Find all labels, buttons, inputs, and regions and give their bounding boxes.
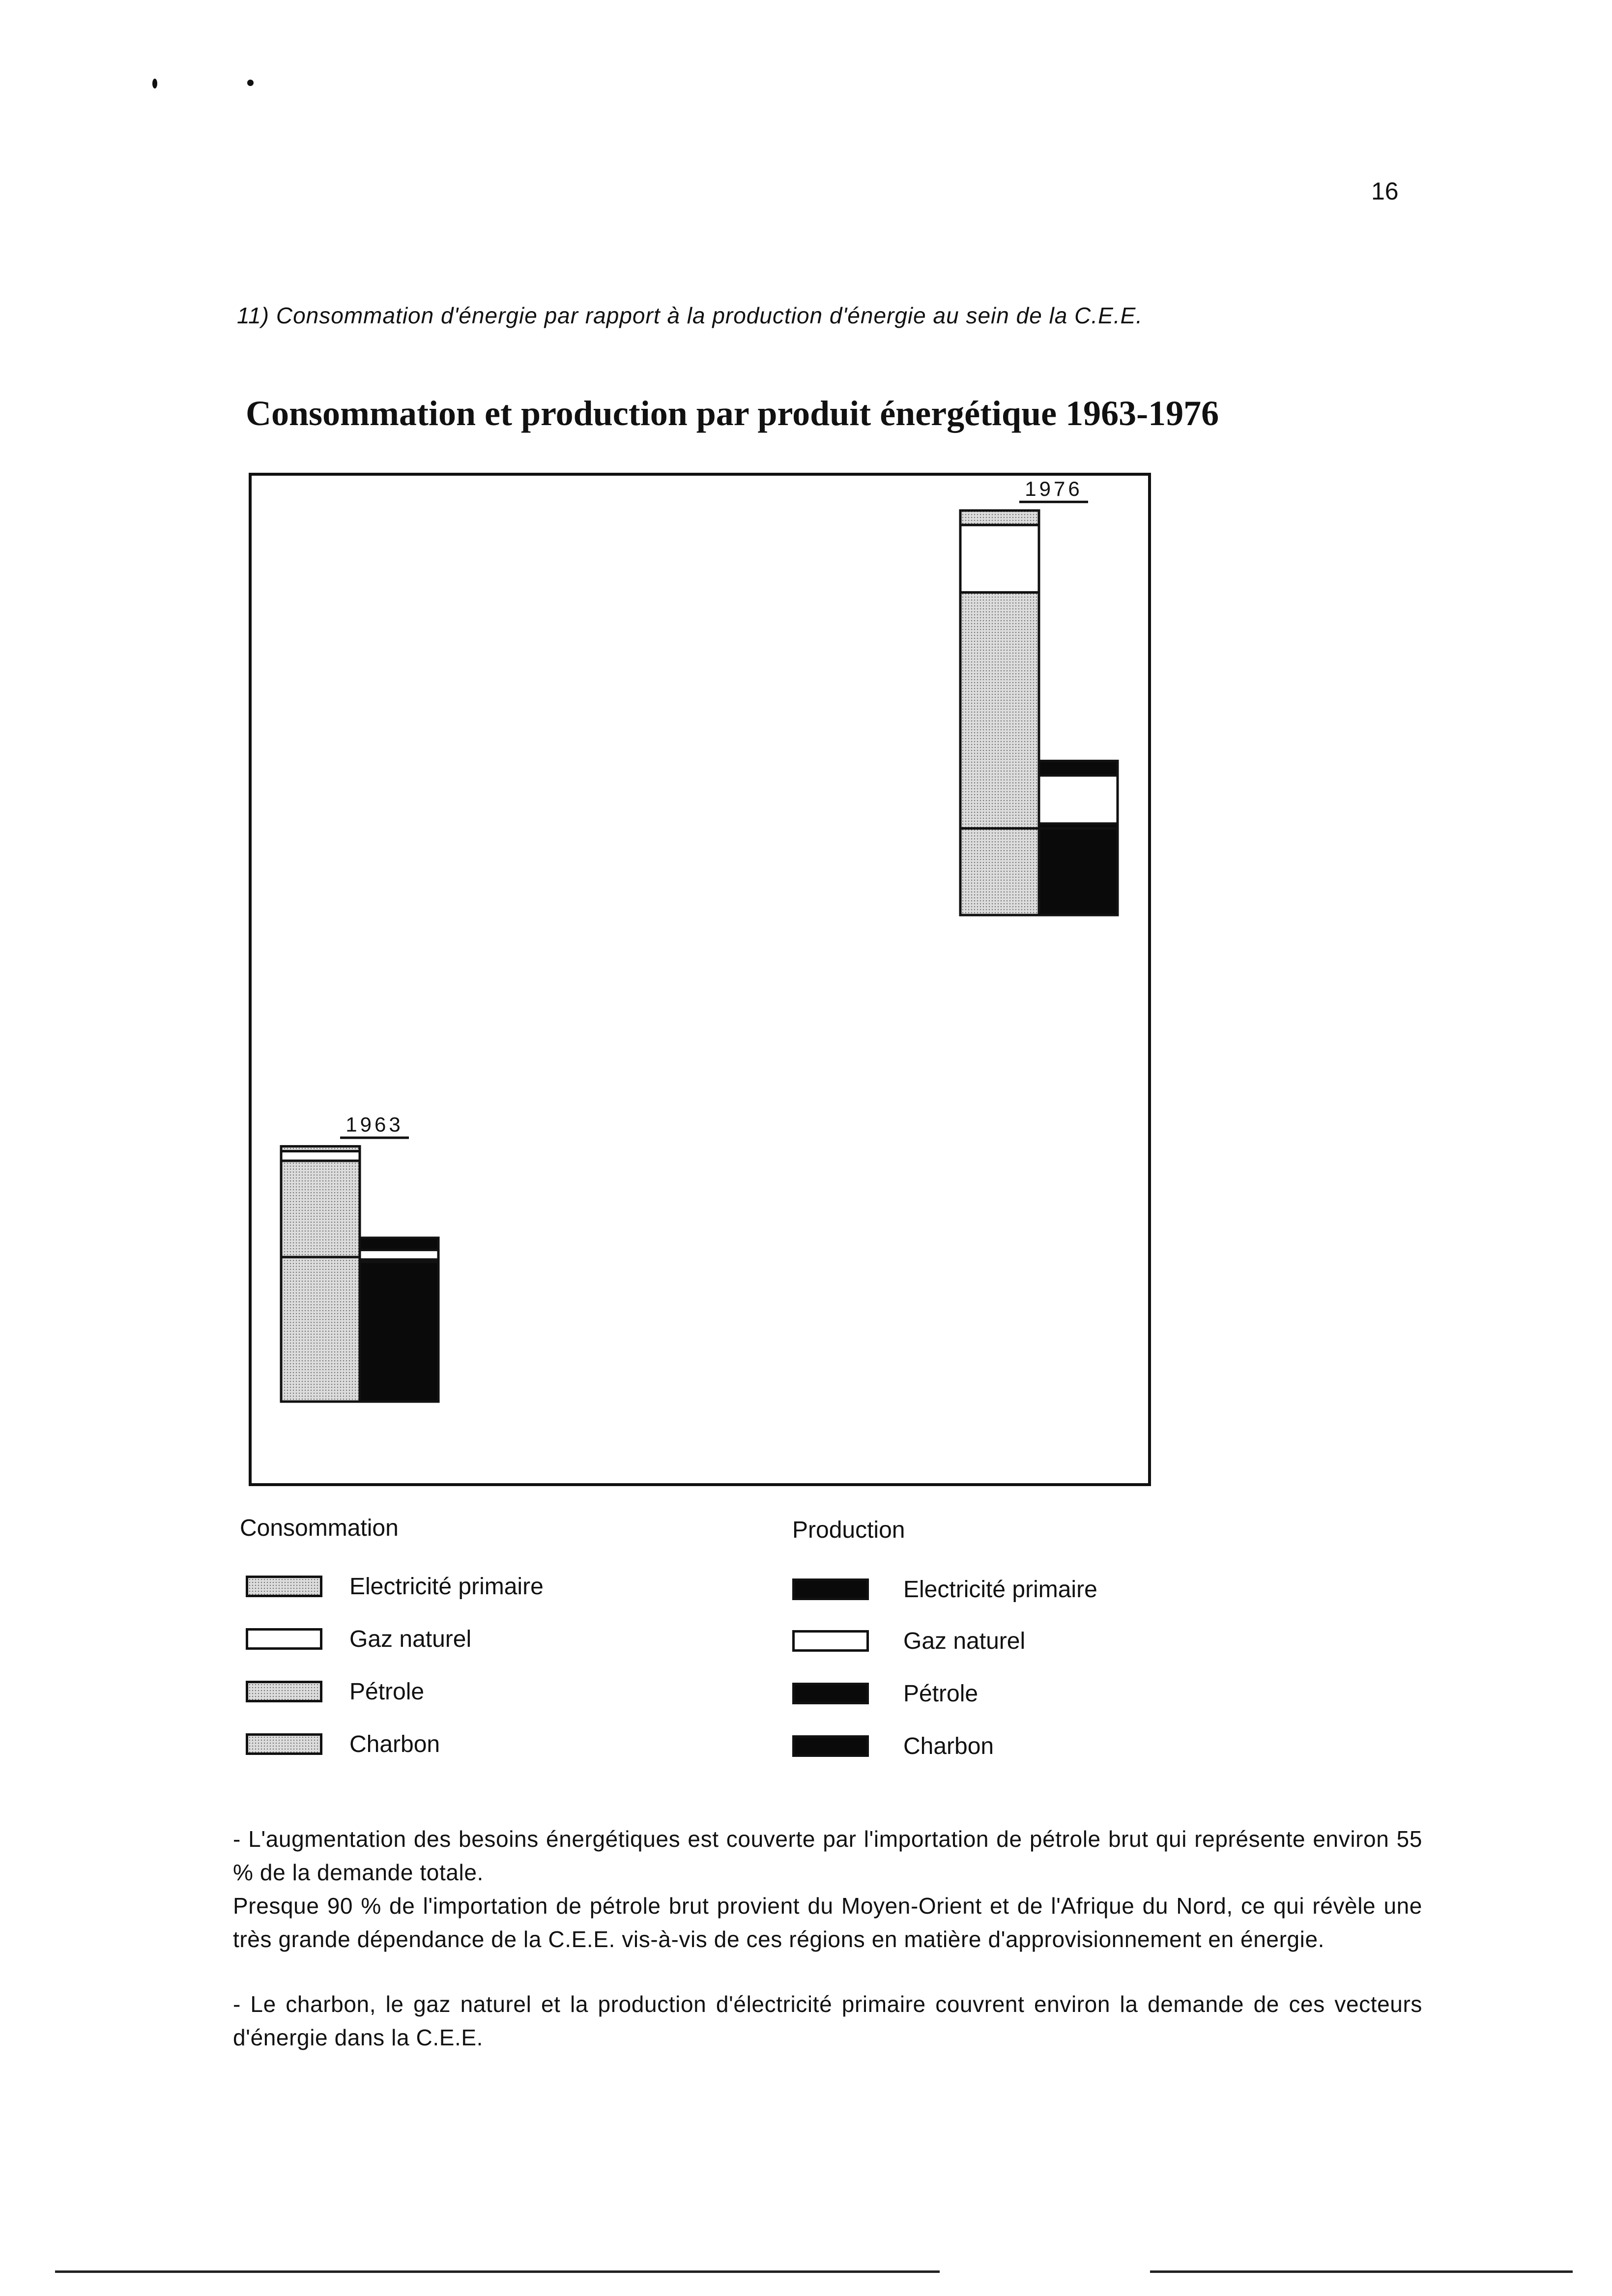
chart-title: Consommation et production par produit énergétique 1963-1976: [246, 394, 1219, 433]
legend-swatch-white: [246, 1628, 322, 1650]
legend-swatch-black: [792, 1683, 869, 1704]
chart-frame: [249, 473, 1151, 1486]
legend-label: Electricité primaire: [349, 1573, 544, 1600]
legend-label: Gaz naturel: [903, 1628, 1026, 1654]
scan-speck: [152, 79, 157, 88]
page-number: 16: [1371, 177, 1399, 205]
legend-consumption-title: Consommation: [240, 1515, 399, 1541]
legend-production-electricite: [792, 1575, 1097, 1604]
bottom-rule-right: [1150, 2270, 1573, 2273]
legend-swatch-white: [792, 1630, 869, 1652]
legend-production-title: Production: [792, 1517, 905, 1543]
legend-production-gaz: [792, 1626, 1025, 1656]
bottom-rule-left: [55, 2270, 940, 2273]
legend-label: Pétrole: [349, 1678, 425, 1705]
legend-production-charbon: [792, 1731, 994, 1761]
legend-swatch-black: [792, 1735, 869, 1757]
legend-consumption-gaz: [246, 1624, 471, 1654]
legend-swatch-dotted: [246, 1681, 322, 1702]
legend-label: Charbon: [349, 1731, 440, 1757]
body-paragraph-3: - Le charbon, le gaz naturel et la production d'électricité primaire couvrent environ la demande de ces vecteurs d'énergie dans la C.E.E.: [233, 1991, 1422, 2050]
year-label-1976: 1976: [1025, 477, 1083, 500]
legend-label: Pétrole: [903, 1680, 979, 1707]
legend-consumption-petrole: [246, 1677, 424, 1706]
scan-speck: [247, 80, 254, 86]
section-subtitle: 11) Consommation d'énergie par rapport à la production d'énergie au sein de la C.E.E.: [237, 303, 1143, 328]
body-text: [233, 1822, 1422, 2086]
legend-label: Gaz naturel: [349, 1626, 472, 1652]
legend-label: Electricité primaire: [903, 1576, 1097, 1603]
year-label-1963: 1963: [345, 1113, 403, 1136]
body-paragraph-1: - L'augmentation des besoins énergétiques est couverte par l'importation de pétrole brut qui représente environ 55 % de la demande totale. Presque 90 % de l'importation de pétrole brut provient du Moyen-Orient et de l'Afrique du Nord, ce qui révèle une très grande dépendance de la C.E.E. vis-à-vis de ces régions en matière d'approvisionnement en énergie.: [233, 1826, 1422, 1952]
legend-consumption-electricite: [246, 1572, 544, 1601]
legend-swatch-black: [792, 1578, 869, 1600]
legend-production-petrole: [792, 1679, 978, 1708]
legend-consumption-charbon: [246, 1729, 440, 1759]
legend-swatch-dotted: [246, 1576, 322, 1597]
legend-swatch-dotted: [246, 1733, 322, 1755]
legend-label: Charbon: [903, 1733, 994, 1759]
